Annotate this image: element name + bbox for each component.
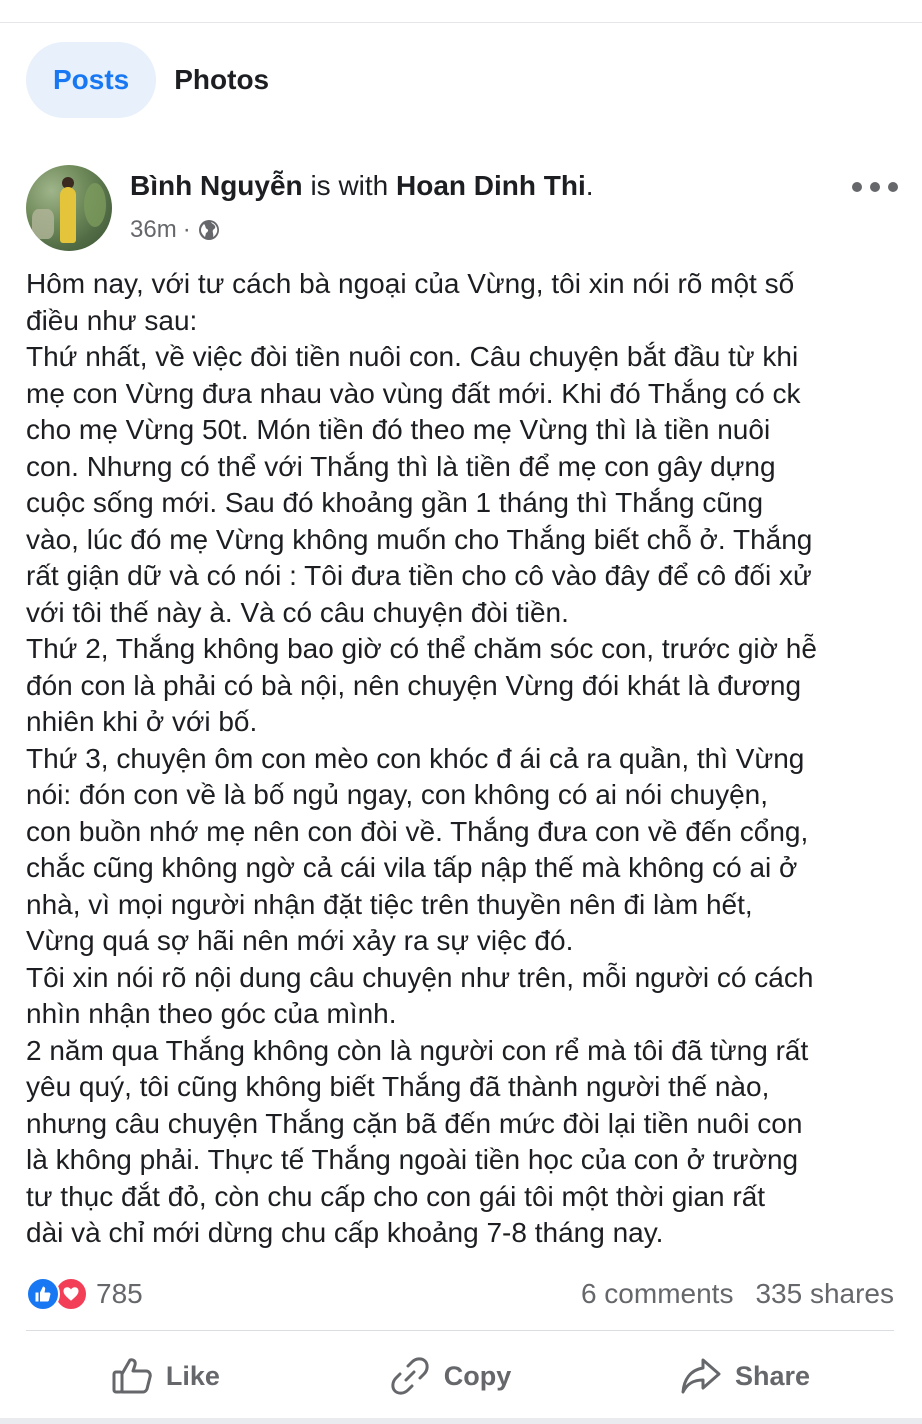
post-text-line: nói: đón con về là bố ngủ ngay, con không có ai nói chuyện,: [26, 779, 769, 810]
post-text-line: Thứ 2, Thắng không bao giờ có thể chăm sóc con, trước giờ hễ: [26, 633, 817, 664]
post-text-line: tư thục đắt đỏ, còn chu cấp cho con gái tôi một thời gian rất: [26, 1180, 766, 1212]
post-actions: [26, 1350, 894, 1402]
period: .: [585, 170, 594, 201]
avatar-person-body: [60, 187, 76, 243]
post-time[interactable]: 36m: [130, 216, 177, 243]
post-text-line: là không phải. Thực tế Thắng ngoài tiền học của con ở trường: [26, 1144, 799, 1175]
post-text-line: vào, lúc đó mẹ Vừng không muốn cho Thắng biết chỗ ở. Thắng: [26, 523, 813, 555]
avatar-foliage: [84, 183, 106, 227]
avatar[interactable]: [26, 165, 112, 251]
post-text-line: cho mẹ Vừng 50t. Món tiền đó theo mẹ Vừng thì là tiền nuôi: [26, 414, 771, 445]
post-author-line: [130, 170, 594, 202]
post-text-line: con buồn nhớ mẹ nên con đòi về. Thắng đưa con về đến cổng,: [26, 815, 809, 847]
globe-icon[interactable]: [197, 218, 221, 242]
actions-divider: [26, 1330, 894, 1331]
copy-button[interactable]: [388, 1350, 512, 1402]
meta-separator: ·: [182, 216, 191, 243]
post-text-line: Thứ nhất, về việc đòi tiền nuôi con. Câu chuyện bắt đầu từ khi: [26, 341, 799, 372]
post-text-line: nhiên khi ở với bố.: [26, 706, 258, 737]
post-text-line: điều như sau:: [26, 304, 198, 336]
tab-photos[interactable]: Photos: [174, 64, 270, 95]
more-options-icon[interactable]: [852, 172, 898, 202]
profile-tabs: [26, 40, 269, 120]
comments-count[interactable]: 6 comments: [580, 1278, 734, 1309]
post-text-line: đón con là phải có bà nội, nên chuyện Vừng đói khát là đương: [26, 669, 802, 701]
post-meta: [130, 216, 221, 244]
reaction-count: 785: [96, 1278, 143, 1309]
post-text-line: với tôi thế này à. Và có câu chuyện đòi tiền.: [26, 596, 569, 628]
post-text-line: chắc cũng không ngờ cả cái vila tấp nập thế mà không có ai ở: [26, 852, 798, 883]
bottom-divider: [0, 1418, 922, 1424]
post-text-line: yêu quý, tôi cũng không biết Thắng đã thành người thế nào,: [26, 1071, 770, 1102]
post-text-line: nhìn nhận theo góc của mình.: [26, 998, 397, 1029]
link-icon: [388, 1354, 432, 1398]
top-divider: [0, 22, 922, 23]
post-text-line: Tôi xin nói rõ nội dung câu chuyện như trên, mỗi người có cách: [26, 961, 814, 993]
share-button[interactable]: [679, 1350, 810, 1402]
copy-label: Copy: [443, 1360, 512, 1391]
like-reaction-icon: [26, 1277, 60, 1311]
post-text-line: Vừng quá sợ hãi nên mới xảy ra sự việc đó.: [26, 925, 574, 956]
avatar-background: [32, 209, 54, 239]
post-text-line: con. Nhưng có thể với Thắng thì là tiền để mẹ con gây dựng: [26, 450, 776, 482]
share-icon: [679, 1354, 723, 1398]
author-name[interactable]: Bình Nguyễn: [130, 170, 303, 201]
post-text-line: nhưng câu chuyện Thắng cặn bã đến mức đòi lại tiền nuôi con: [26, 1107, 803, 1139]
post-text-line: dài và chỉ mới dừng chu cấp khoảng 7-8 tháng nay.: [26, 1217, 664, 1248]
like-label: Like: [165, 1360, 220, 1391]
shares-count[interactable]: 335 shares: [755, 1278, 894, 1309]
tab-posts[interactable]: Posts: [26, 42, 156, 118]
post-text-line: cuộc sống mới. Sau đó khoảng gần 1 tháng thì Thắng cũng: [26, 487, 764, 518]
post-text-line: Thứ 3, chuyện ôm con mèo con khóc đ ái cả ra quần, thì Vừng: [26, 742, 805, 774]
with-text: is with: [310, 170, 389, 201]
post-text-line: rất giận dữ và có nói : Tôi đưa tiền cho cô vào đây để cô đối xử: [26, 560, 812, 591]
share-label: Share: [735, 1360, 811, 1391]
thumbs-up-icon: [110, 1354, 154, 1398]
post-stats: [581, 1276, 894, 1312]
post-text-line: 2 năm qua Thắng không còn là người con rể mà tôi đã từng rất: [26, 1034, 809, 1066]
reactions-summary[interactable]: [26, 1276, 143, 1312]
post-text-line: nhà, vì mọi người nhận đặt tiệc trên thuyền nên đi làm hết,: [26, 888, 753, 920]
post-text-line: Hôm nay, với tư cách bà ngoại của Vừng, tôi xin nói rõ một số: [26, 268, 795, 299]
tagged-user[interactable]: Hoan Dinh Thi: [396, 170, 586, 201]
post-body: [26, 266, 906, 1252]
like-button[interactable]: [110, 1350, 220, 1402]
post-text-line: mẹ con Vừng đưa nhau vào vùng đất mới. Khi đó Thắng có ck: [26, 377, 801, 409]
